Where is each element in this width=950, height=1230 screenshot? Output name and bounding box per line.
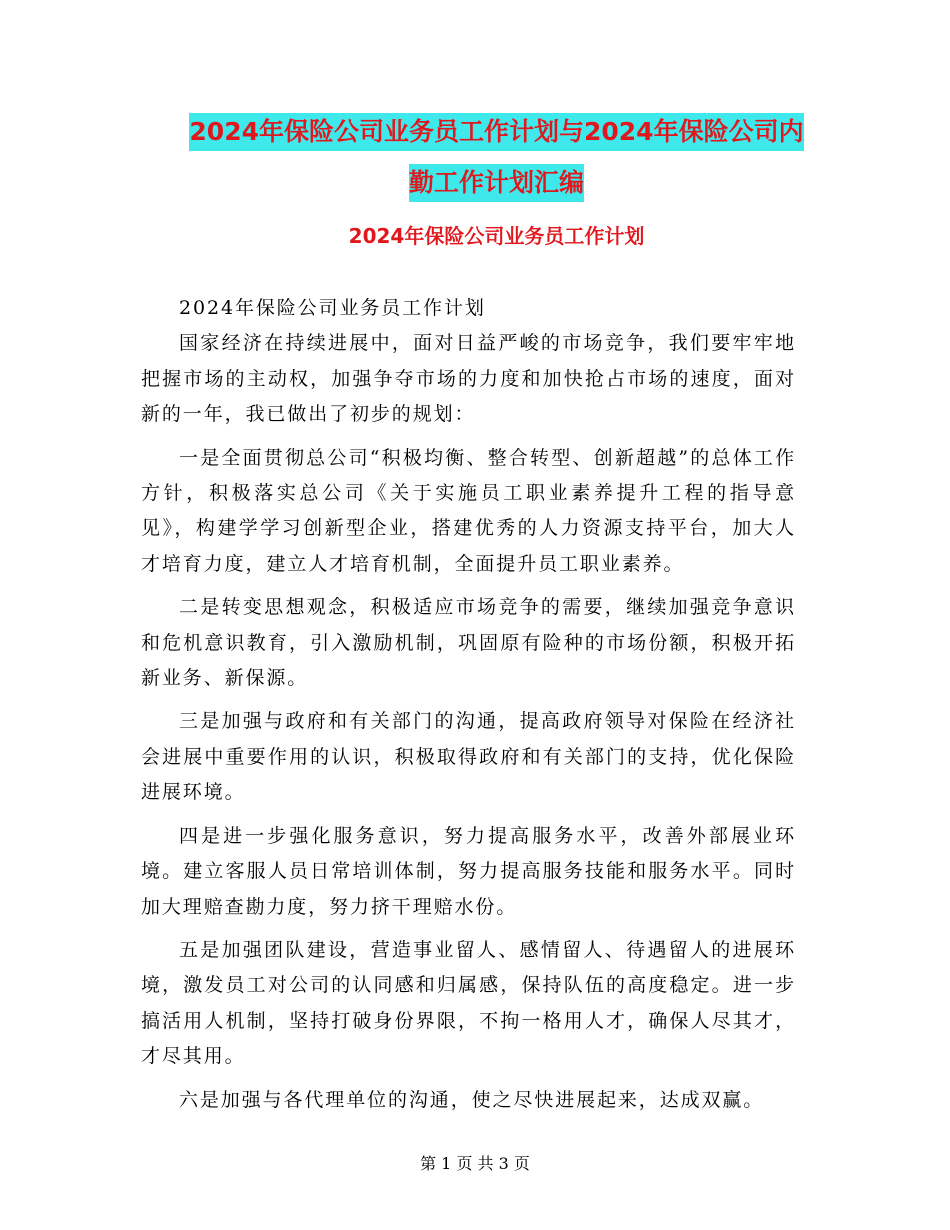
paragraph-item-4: 四是进一步强化服务意识，努力提高服务水平，改善外部展业环境。建立客服人员日常培训体制，努力提高服务技能和服务水平。同时加大理赔查勘力度，努力挤干理赔水份。: [141, 824, 796, 918]
document-body: [141, 291, 796, 1118]
page-footer: 第 1 页 共 3 页: [420, 1154, 530, 1173]
section-title: 2024年保险公司业务员工作计划: [348, 224, 645, 248]
paragraph-heading: 2024年保险公司业务员工作计划: [179, 297, 486, 319]
paragraph-item-2: 二是转变思想观念，积极适应市场竞争的需要，继续加强竞争意识和危机意识教育，引入激励机制，巩固原有险种的市场份额，积极开拓新业务、新保源。: [141, 596, 796, 690]
document-title: [140, 106, 853, 208]
paragraph-intro: 国家经济在持续进展中，面对日益严峻的市场竞争，我们要牢牢地把握市场的主动权，加强争夺市场的力度和加快抢占市场的速度，面对新的一年，我已做出了初步的规划：: [141, 332, 796, 426]
document-title-line-1: 2024年保险公司业务员工作计划与2024年保险公司内: [189, 113, 803, 151]
paragraph-item-6: 六是加强与各代理单位的沟通，使之尽快进展起来，达成双赢。: [179, 1088, 765, 1111]
paragraph-item-5: 五是加强团队建设，营造事业留人、感情留人、待遇留人的进展环境，激发员工对公司的认同感和归属感，保持队伍的高度稳定。进一步搞活用人机制，坚持打破身份界限，不拘一格用人才，确保人尽其才，才尽其用。: [141, 938, 796, 1068]
paragraph-item-1: 一是全面贯彻总公司“积极均衡、整合转型、创新超越”的总体工作方针，积极落实总公司《关于实施员工职业素养提升工程的指导意见》，构建学学习创新型企业，搭建优秀的人力资源支持平台，加大人才培育力度，建立人才培育机制，全面提升员工职业素养。: [141, 446, 796, 575]
document-title-line-2: 勤工作计划汇编: [409, 164, 584, 202]
paragraph-item-3: 三是加强与政府和有关部门的沟通，提高政府领导对保险在经济社会进展中重要作用的认识，积极取得政府和有关部门的支持，优化保险进展环境。: [141, 710, 796, 804]
